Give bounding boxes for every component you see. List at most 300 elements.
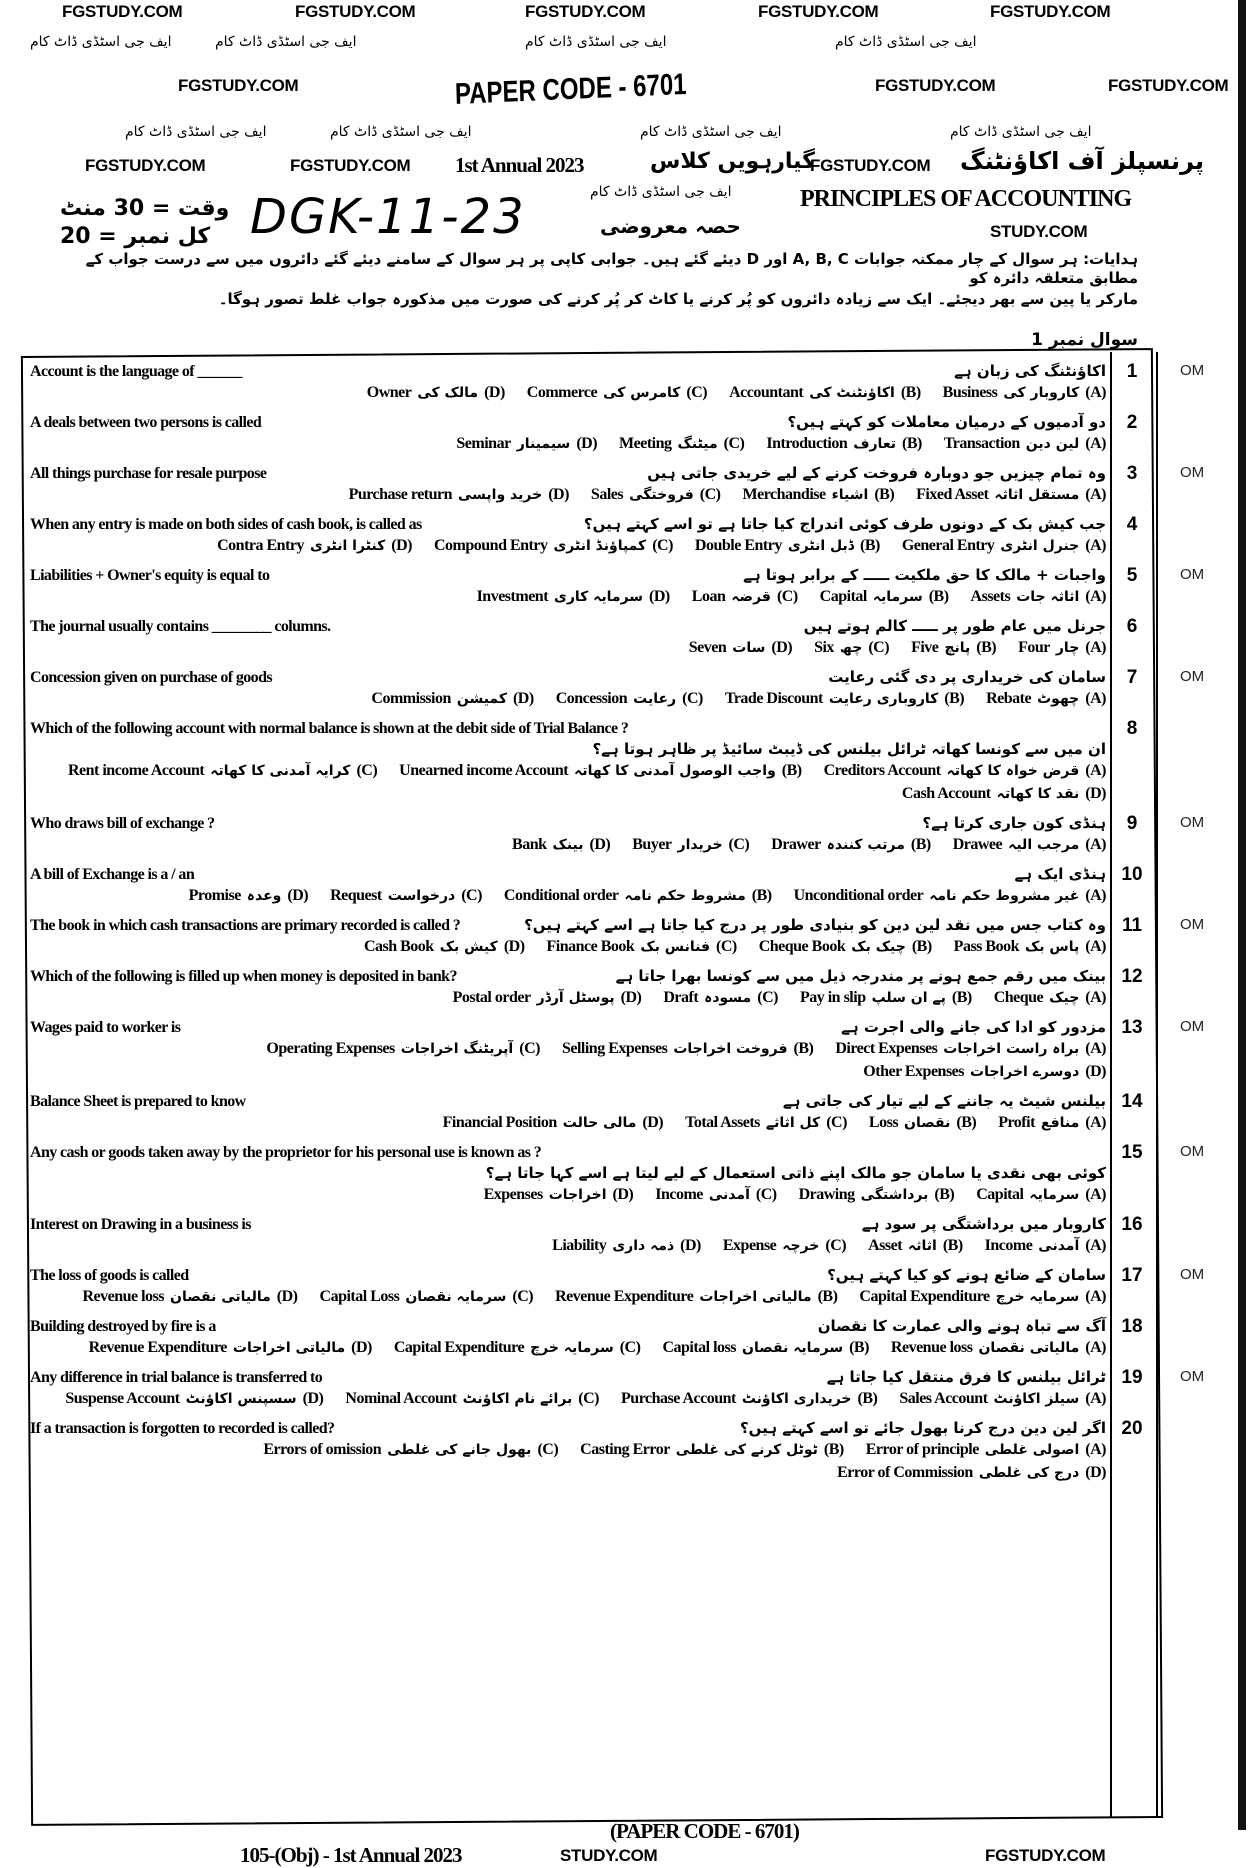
option-d[interactable] bbox=[453, 987, 642, 1009]
subject-title: PRINCIPLES OF ACCOUNTING bbox=[800, 186, 1132, 212]
option-urdu: سرمایہ bbox=[872, 589, 923, 605]
option-b[interactable] bbox=[759, 936, 932, 958]
option-letter: (C) bbox=[776, 588, 798, 605]
option-letter: (B) bbox=[942, 1237, 963, 1254]
option-d[interactable] bbox=[89, 1337, 372, 1359]
option-letter: (B) bbox=[823, 1441, 844, 1458]
option-urdu: سرمایہ نقصان bbox=[742, 1340, 844, 1356]
option-english: Operating Expenses bbox=[266, 1040, 395, 1057]
option-d[interactable] bbox=[902, 783, 1106, 805]
question-number: 2 bbox=[1126, 412, 1138, 433]
question-item bbox=[30, 562, 1205, 613]
question-line bbox=[30, 565, 1106, 586]
question-text-urdu: کوئی بھی نقدی یا سامان جو مالک اپنے ذاتی استعمال کے لیے لیتا ہے اسے کہا جاتا ہے؟ bbox=[485, 1164, 1106, 1182]
option-letter: (B) bbox=[928, 588, 949, 605]
option-urdu: کمیشن bbox=[456, 691, 507, 707]
option-letter: (B) bbox=[901, 435, 922, 452]
option-letter: (C) bbox=[461, 887, 482, 904]
option-a[interactable] bbox=[985, 1235, 1106, 1257]
option-english: Four bbox=[1018, 639, 1050, 656]
option-urdu: واجب الوصول آمدنی کا کھاتہ bbox=[574, 763, 776, 779]
option-letter: (B) bbox=[751, 887, 772, 904]
question-text-english: The book in which cash transactions are primary recorded is called ? bbox=[30, 917, 461, 934]
options-list bbox=[30, 1112, 1106, 1134]
question-item bbox=[30, 664, 1205, 715]
option-urdu: بینک bbox=[552, 837, 584, 853]
option-letter: (A) bbox=[1085, 1040, 1106, 1057]
question-item bbox=[30, 1313, 1143, 1364]
option-urdu: اکاؤنٹنٹ کی bbox=[809, 385, 895, 401]
question-item bbox=[30, 1088, 1143, 1139]
option-a[interactable] bbox=[899, 1388, 1106, 1410]
option-letter: (C) bbox=[826, 1114, 847, 1131]
option-english: Errors of omission bbox=[263, 1441, 382, 1458]
option-letter: (D) bbox=[576, 435, 598, 452]
option-english: Meeting bbox=[619, 435, 672, 452]
option-c[interactable] bbox=[632, 834, 749, 856]
options-list bbox=[30, 834, 1106, 856]
option-a[interactable] bbox=[994, 987, 1106, 1009]
option-english: General Entry bbox=[901, 537, 995, 554]
question-text-english: Concession given on purchase of goods bbox=[30, 669, 272, 686]
option-urdu: کامرس کی bbox=[603, 385, 681, 401]
option-c[interactable] bbox=[547, 936, 737, 958]
option-d[interactable] bbox=[863, 1061, 1106, 1083]
option-b[interactable] bbox=[771, 834, 930, 856]
option-urdu: درج کی غلطی bbox=[978, 1465, 1080, 1481]
option-c[interactable] bbox=[663, 987, 778, 1009]
option-a[interactable] bbox=[902, 535, 1106, 557]
watermark: FGSTUDY.COM bbox=[290, 156, 411, 175]
option-letter: (D) bbox=[1085, 1464, 1106, 1481]
option-b[interactable] bbox=[799, 1184, 955, 1206]
option-english: Capital bbox=[819, 588, 867, 605]
question-text-english: A bill of Exchange is a / an bbox=[30, 866, 195, 883]
watermark-urdu: ایف جی اسٹڈی ڈاٹ کام bbox=[525, 34, 667, 50]
option-english: Transaction bbox=[943, 435, 1020, 452]
option-urdu: مرجب الیہ bbox=[1008, 837, 1080, 853]
option-urdu: اشیاء bbox=[831, 487, 869, 503]
option-urdu: وعدہ bbox=[246, 888, 282, 904]
question-text-english: Liabilities + Owner's equity is equal to bbox=[30, 567, 270, 584]
question-number: 1 bbox=[1126, 361, 1138, 382]
option-c[interactable] bbox=[345, 1388, 599, 1410]
option-d[interactable] bbox=[512, 834, 610, 856]
option-letter: (A) bbox=[1085, 1114, 1106, 1131]
option-urdu: اثاثہ جات bbox=[1016, 589, 1080, 605]
question-number: 11 bbox=[1121, 915, 1143, 936]
option-a[interactable] bbox=[891, 1337, 1106, 1359]
question-item bbox=[30, 1415, 1143, 1489]
option-c[interactable] bbox=[556, 688, 703, 710]
option-c[interactable] bbox=[68, 760, 377, 782]
option-letter: (B) bbox=[976, 639, 997, 656]
option-d[interactable] bbox=[371, 688, 533, 710]
option-c[interactable] bbox=[394, 1337, 641, 1359]
option-urdu: پے ان سلپ bbox=[871, 990, 946, 1006]
option-d[interactable] bbox=[443, 1112, 664, 1134]
option-a[interactable] bbox=[916, 484, 1106, 506]
option-letter: (A) bbox=[1085, 887, 1106, 904]
option-urdu: آپریٹنگ اخراجات bbox=[400, 1041, 514, 1057]
watermark: FGSTUDY.COM bbox=[62, 2, 183, 21]
option-english: Nominal Account bbox=[345, 1390, 457, 1407]
question-number: 3 bbox=[1126, 463, 1138, 484]
option-urdu: مالک کی bbox=[417, 385, 479, 401]
option-a[interactable] bbox=[1018, 637, 1106, 659]
question-text-urdu: بیلنس شیٹ یہ جاننے کے لیے تیار کی جاتی ہے bbox=[782, 1092, 1106, 1110]
watermark: FGSTUDY.COM bbox=[1108, 76, 1229, 95]
option-urdu: مالیاتی نقصان bbox=[170, 1289, 271, 1305]
options-list bbox=[30, 1337, 1106, 1359]
option-english: Loan bbox=[691, 588, 726, 605]
option-english: Financial Position bbox=[442, 1114, 557, 1131]
option-urdu: منافع bbox=[1040, 1115, 1080, 1131]
option-c[interactable] bbox=[266, 1038, 540, 1060]
option-english: Error of Commission bbox=[837, 1464, 973, 1481]
option-letter: (A) bbox=[1085, 384, 1106, 401]
option-english: Sales Account bbox=[899, 1390, 988, 1407]
option-english: Pay in slip bbox=[799, 989, 866, 1006]
option-b[interactable] bbox=[820, 586, 949, 608]
option-d[interactable] bbox=[367, 382, 505, 404]
question-line bbox=[30, 1418, 1106, 1439]
option-c[interactable] bbox=[527, 382, 707, 404]
option-urdu: لین دین bbox=[1025, 436, 1080, 452]
option-c[interactable] bbox=[814, 637, 889, 659]
option-d[interactable] bbox=[837, 1462, 1106, 1484]
option-english: Other Expenses bbox=[863, 1063, 965, 1080]
question-line bbox=[30, 1017, 1106, 1038]
option-c[interactable] bbox=[723, 1235, 846, 1257]
question-number: 19 bbox=[1121, 1367, 1143, 1388]
option-a[interactable] bbox=[824, 760, 1106, 782]
question-line bbox=[30, 361, 1106, 382]
question-text-urdu: واجبات + مالک کا حق ملکیت ـــــ کے برابر ہوتا ہے bbox=[743, 566, 1106, 584]
option-c[interactable] bbox=[320, 1286, 534, 1308]
option-urdu: برداشتگی bbox=[860, 1187, 929, 1203]
option-english: Drawee bbox=[952, 836, 1003, 853]
option-urdu: اثاثہ bbox=[908, 1238, 937, 1254]
option-urdu: سرمایہ کاری bbox=[554, 589, 644, 605]
question-text-english: All things purchase for resale purpose bbox=[30, 465, 267, 482]
option-urdu: سرمایہ bbox=[1029, 1187, 1080, 1203]
option-letter: (A) bbox=[1085, 938, 1106, 955]
question-item bbox=[30, 409, 1138, 460]
option-letter: (B) bbox=[910, 836, 931, 853]
question-text-english: When any entry is made on both sides of cash book, is called as bbox=[30, 516, 422, 533]
option-d[interactable] bbox=[65, 1388, 323, 1410]
question-text-urdu: وہ کتاب جس میں نقد لین دین کو بنیادی طور پر درج کیا جاتا ہے اسے کہتے ہیں؟ bbox=[524, 916, 1106, 934]
option-c[interactable] bbox=[619, 433, 744, 455]
question-text-english: The loss of goods is called bbox=[30, 1267, 189, 1284]
option-b[interactable] bbox=[911, 637, 996, 659]
option-c[interactable] bbox=[330, 885, 482, 907]
question-text-urdu: جب کیش بک کے دونوں طرف کوئی اندراج کیا جاتا ہے تو اسے کہتے ہیں؟ bbox=[583, 515, 1106, 533]
question-item bbox=[30, 460, 1205, 511]
option-d[interactable] bbox=[477, 586, 670, 608]
option-english: Capital bbox=[976, 1186, 1024, 1203]
option-letter: (D) bbox=[302, 1390, 324, 1407]
option-b[interactable] bbox=[743, 484, 895, 506]
question-text-urdu: کاروبار میں برداشتگی پر سود ہے bbox=[861, 1215, 1106, 1233]
option-a[interactable] bbox=[971, 586, 1106, 608]
option-english: Direct Expenses bbox=[835, 1040, 938, 1057]
option-english: Bank bbox=[512, 836, 547, 853]
option-urdu: قرضہ bbox=[731, 589, 771, 605]
options-list bbox=[30, 1388, 1106, 1410]
question-line bbox=[30, 1316, 1106, 1337]
question-text-urdu: ہنڈی ایک ہے bbox=[1014, 865, 1106, 883]
option-letter: (D) bbox=[1085, 785, 1106, 802]
question-line bbox=[30, 514, 1106, 535]
option-english: Conditional order bbox=[503, 887, 619, 904]
option-letter: (D) bbox=[484, 384, 505, 401]
option-a[interactable] bbox=[943, 382, 1106, 404]
option-english: Owner bbox=[366, 384, 412, 401]
subject-urdu: پرنسپلز آف اکاؤنٹنگ bbox=[960, 147, 1205, 175]
option-english: Asset bbox=[868, 1237, 903, 1254]
option-c[interactable] bbox=[591, 484, 721, 506]
question-text-urdu: سامان کے ضائع ہونے کو کیا کہتے ہیں؟ bbox=[827, 1266, 1106, 1284]
option-a[interactable] bbox=[835, 1038, 1106, 1060]
option-letter: (D) bbox=[771, 639, 793, 656]
question-number: 17 bbox=[1121, 1265, 1143, 1286]
question-text-urdu: ٹرائل بیلنس کا فرق منتقل کیا جاتا ہے bbox=[826, 1368, 1106, 1386]
watermark-fragment: OM bbox=[1180, 916, 1205, 933]
option-b[interactable] bbox=[621, 1388, 877, 1410]
option-english: Cheque Book bbox=[758, 938, 846, 955]
option-letter: (A) bbox=[1085, 537, 1106, 554]
option-letter: (C) bbox=[728, 836, 750, 853]
question-text-urdu: دو آدمیوں کے درمیان معاملات کو کہتے ہیں؟ bbox=[787, 413, 1106, 431]
option-c[interactable] bbox=[692, 586, 798, 608]
option-english: Cash Account bbox=[901, 785, 991, 802]
option-letter: (B) bbox=[911, 938, 932, 955]
option-urdu: آمدنی bbox=[1038, 1238, 1080, 1254]
question-item bbox=[30, 1014, 1205, 1088]
option-letter: (C) bbox=[825, 1237, 847, 1254]
option-urdu: فروخت اخراجات bbox=[673, 1041, 788, 1057]
option-urdu: رعایت bbox=[633, 691, 677, 707]
option-urdu: مالیاتی نقصان bbox=[978, 1340, 1080, 1356]
option-english: Buyer bbox=[632, 836, 672, 853]
question-item bbox=[30, 715, 1138, 810]
option-b[interactable] bbox=[504, 885, 772, 907]
question-text-english: If a transaction is forgotten to recorded is called? bbox=[30, 1420, 335, 1437]
option-urdu: سیلز اکاؤنٹ bbox=[993, 1391, 1080, 1407]
option-english: Six bbox=[814, 639, 834, 656]
option-urdu: فنانس بک bbox=[640, 939, 710, 955]
option-english: Commerce bbox=[526, 384, 598, 401]
option-b[interactable] bbox=[725, 688, 964, 710]
option-d[interactable] bbox=[217, 535, 412, 557]
question-number: 12 bbox=[1121, 966, 1143, 987]
watermark: FGSTUDY.COM bbox=[990, 2, 1111, 21]
option-letter: (C) bbox=[519, 1040, 540, 1057]
option-english: Drawing bbox=[798, 1186, 855, 1203]
option-d[interactable] bbox=[364, 936, 525, 958]
option-letter: (B) bbox=[860, 537, 880, 554]
option-urdu: سرمایہ خرچ bbox=[995, 1289, 1080, 1305]
question-text-english: Which of the following account with normal balance is shown at the debit side of Trial Balance ? bbox=[30, 720, 629, 737]
option-d[interactable] bbox=[689, 637, 792, 659]
option-urdu: سات bbox=[732, 640, 766, 656]
question-line bbox=[30, 667, 1106, 688]
option-a[interactable] bbox=[954, 936, 1106, 958]
option-a[interactable] bbox=[859, 1286, 1106, 1308]
option-english: Suspense Account bbox=[65, 1390, 180, 1407]
watermark-urdu: ایف جی اسٹڈی ڈاٹ کام bbox=[330, 124, 472, 140]
option-urdu: ٹوٹل کرنے کی غلطی bbox=[675, 1442, 818, 1458]
option-a[interactable] bbox=[944, 433, 1106, 455]
watermark-fragment: OM bbox=[1180, 1368, 1205, 1385]
option-urdu: چیک بک bbox=[851, 939, 906, 955]
option-letter: (C) bbox=[578, 1390, 600, 1407]
option-a[interactable] bbox=[986, 688, 1106, 710]
option-b[interactable] bbox=[580, 1439, 844, 1461]
option-letter: (B) bbox=[781, 762, 802, 779]
option-c[interactable] bbox=[685, 1112, 847, 1134]
option-english: Draft bbox=[663, 989, 699, 1006]
option-b[interactable] bbox=[800, 987, 972, 1009]
options-list bbox=[30, 987, 1106, 1009]
option-english: Finance Book bbox=[546, 938, 635, 955]
option-english: Unearned income Account bbox=[399, 762, 569, 779]
option-letter: (B) bbox=[944, 690, 965, 707]
option-urdu: خرچہ bbox=[782, 1238, 820, 1254]
options-list bbox=[30, 760, 1106, 805]
option-d[interactable] bbox=[82, 1286, 297, 1308]
question-number: 20 bbox=[1121, 1418, 1143, 1439]
option-letter: (D) bbox=[680, 1237, 701, 1254]
option-letter: (D) bbox=[276, 1288, 298, 1305]
option-b[interactable] bbox=[555, 1286, 837, 1308]
option-letter: (B) bbox=[857, 1390, 878, 1407]
option-letter: (A) bbox=[1085, 989, 1106, 1006]
option-urdu: کنٹرا انٹری bbox=[310, 538, 386, 554]
option-urdu: چھ bbox=[839, 640, 863, 656]
watermark-urdu: ایف جی اسٹڈی ڈاٹ کام bbox=[125, 124, 267, 140]
instructions-line-2: مارکر یا پین سے بھر دیجئے۔ ایک سے زیادہ دائروں کو پُر کرنے یا کاٹ کر پُر کرنے کی صورت میں مذکورہ جواب غلط تصور ہوگا۔ bbox=[218, 290, 1138, 308]
watermark-fragment: OM bbox=[1180, 1018, 1205, 1035]
option-urdu: پاس بک bbox=[1024, 939, 1080, 955]
option-d[interactable] bbox=[189, 885, 308, 907]
option-letter: (A) bbox=[1085, 690, 1106, 707]
option-c[interactable] bbox=[655, 1184, 776, 1206]
question-text-english: Any cash or goods taken away by the proprietor for his personal use is known as ? bbox=[30, 1144, 542, 1161]
question-text-urdu: ان میں سے کونسا کھاتہ ٹرائل بیلنس کی ڈیبٹ سائیڈ پر ظاہر ہوتا ہے؟ bbox=[592, 740, 1106, 758]
option-c[interactable] bbox=[263, 1439, 558, 1461]
question-text-english: Who draws bill of exchange ? bbox=[30, 815, 215, 832]
footer-code: 105-(Obj) - 1st Annual 2023 bbox=[240, 1843, 462, 1867]
option-c[interactable] bbox=[434, 535, 673, 557]
option-urdu: مسودہ bbox=[704, 990, 752, 1006]
question-text-english: Balance Sheet is prepared to know bbox=[30, 1093, 246, 1110]
option-urdu: مالی حالت bbox=[562, 1115, 637, 1131]
option-english: Merchandise bbox=[742, 486, 826, 503]
option-letter: (D) bbox=[287, 887, 309, 904]
question-number-label: سوال نمبر 1 bbox=[1031, 330, 1138, 350]
option-letter: (A) bbox=[1085, 435, 1106, 452]
option-b[interactable] bbox=[868, 1235, 963, 1257]
option-urdu: سرمایہ خرچ bbox=[530, 1340, 614, 1356]
option-urdu: درخواست bbox=[387, 888, 456, 904]
option-d[interactable] bbox=[456, 433, 597, 455]
option-urdu: آمدنی bbox=[708, 1187, 750, 1203]
options-list bbox=[30, 936, 1106, 958]
question-text-urdu: آگ سے تباہ ہونے والی عمارت کا نقصان bbox=[817, 1317, 1106, 1335]
option-a[interactable] bbox=[998, 1112, 1106, 1134]
handwritten-code: DGK-11-23 bbox=[250, 189, 526, 245]
question-line bbox=[30, 1214, 1106, 1235]
watermark: FGSTUDY.COM bbox=[985, 1846, 1106, 1865]
option-urdu: نقصان bbox=[904, 1115, 951, 1131]
option-letter: (C) bbox=[537, 1441, 559, 1458]
question-text-urdu: مزدور کو ادا کی جانے والی اجرت ہے bbox=[841, 1018, 1106, 1036]
question-item bbox=[30, 1262, 1205, 1313]
option-letter: (B) bbox=[874, 486, 895, 503]
option-english: Postal order bbox=[452, 989, 531, 1006]
option-a[interactable] bbox=[866, 1439, 1106, 1461]
option-a[interactable] bbox=[976, 1184, 1106, 1206]
option-english: Capital loss bbox=[662, 1339, 737, 1356]
question-line bbox=[30, 463, 1106, 484]
paper-code: PAPER CODE - 6701 bbox=[454, 67, 687, 111]
option-english: Investment bbox=[476, 588, 549, 605]
option-b[interactable] bbox=[562, 1038, 813, 1060]
watermark-urdu: ایف جی اسٹڈی ڈاٹ کام bbox=[590, 184, 732, 200]
option-urdu: میٹنگ bbox=[677, 436, 718, 452]
option-letter: (D) bbox=[589, 836, 611, 853]
option-b[interactable] bbox=[729, 382, 921, 404]
option-d[interactable] bbox=[349, 484, 569, 506]
option-urdu: کاروباری رعایت bbox=[828, 691, 939, 707]
question-line bbox=[30, 966, 1106, 987]
option-urdu: ڈبل انٹری bbox=[787, 538, 854, 554]
option-letter: (A) bbox=[1085, 486, 1106, 503]
option-b[interactable] bbox=[766, 433, 921, 455]
question-text-urdu: اگر لین دین درج کرنا بھول جائے تو اسے کہتے ہیں؟ bbox=[739, 1419, 1106, 1437]
question-item bbox=[30, 1211, 1143, 1262]
option-english: Purchase Account bbox=[621, 1390, 736, 1407]
option-english: Capital Expenditure bbox=[393, 1339, 525, 1356]
option-urdu: کل اثاثے bbox=[765, 1115, 821, 1131]
option-urdu: کاروبار کی bbox=[1003, 385, 1080, 401]
watermark: FGSTUDY.COM bbox=[525, 2, 646, 21]
option-b[interactable] bbox=[695, 535, 880, 557]
instructions-line-1: ہدایات: ہر سوال کے چار ممکنہ جوابات A, B, C اور D دیئے گئے ہیں۔ جوابی کاپی پر ہر سوال کے سامنے دیئے گئے دائروں میں سے درست جواب کے مطابق متعلقہ دائرہ کو bbox=[85, 250, 1138, 287]
option-letter: (A) bbox=[1085, 1186, 1106, 1203]
question-number: 5 bbox=[1126, 565, 1138, 586]
option-a[interactable] bbox=[953, 834, 1106, 856]
option-b[interactable] bbox=[662, 1337, 868, 1359]
question-text-urdu: وہ تمام چیزیں جو دوبارہ فروخت کرنے کے لیے خریدی جاتی ہیں bbox=[647, 464, 1106, 482]
question-number: 9 bbox=[1126, 813, 1138, 834]
option-b[interactable] bbox=[399, 760, 801, 782]
option-d[interactable] bbox=[484, 1184, 634, 1206]
option-english: Rent income Account bbox=[67, 762, 205, 779]
option-d[interactable] bbox=[552, 1235, 701, 1257]
option-english: Expenses bbox=[483, 1186, 543, 1203]
question-item bbox=[30, 358, 1205, 409]
option-urdu: چھوٹ bbox=[1037, 691, 1080, 707]
question-item bbox=[30, 511, 1138, 562]
option-a[interactable] bbox=[794, 885, 1106, 907]
option-b[interactable] bbox=[869, 1112, 976, 1134]
question-line bbox=[30, 718, 1106, 760]
question-number: 8 bbox=[1126, 718, 1138, 739]
